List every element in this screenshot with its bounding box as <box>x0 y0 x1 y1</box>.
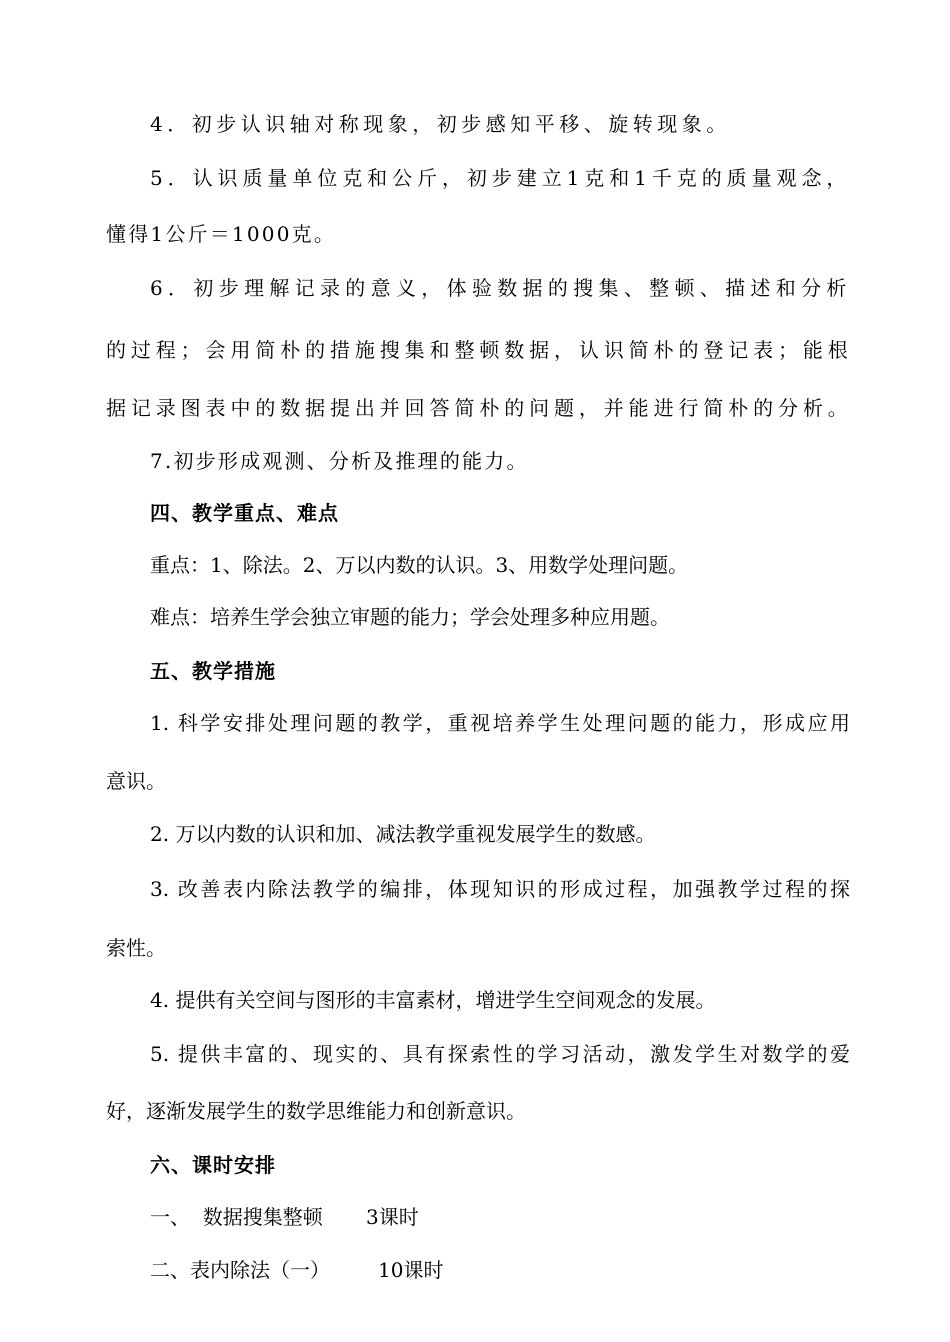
objective-item-6-line-1: 6．初步理解记录的意义，体验数据的搜集、整顿、描述和分析 <box>150 276 850 300</box>
objective-item-5-line-1: 5．认识质量单位克和公斤，初步建立1克和1千克的质量观念， <box>150 166 850 190</box>
section-5-heading: 五、教学措施 <box>150 659 276 683</box>
objective-item-7: 7.初步形成观测、分析及推理的能力。 <box>150 449 529 473</box>
measure-3-line-1: 3. 改善表内除法教学的编排，体现知识的形成过程，加强教学过程的探 <box>150 877 850 901</box>
teaching-focus: 重点：1、除法。2、万以内数的认识。3、用数学处理问题。 <box>150 553 689 577</box>
section-4-heading: 四、教学重点、难点 <box>150 501 339 525</box>
section-6-heading: 六、课时安排 <box>150 1153 276 1177</box>
objective-item-4: 4．初步认识轴对称现象，初步感知平移、旋转现象。 <box>150 112 731 136</box>
schedule-row-1-hours: 3课时 <box>366 1205 419 1229</box>
measure-2: 2. 万以内数的认识和加、减法教学重视发展学生的数感。 <box>150 822 656 846</box>
schedule-row-2-hours: 10课时 <box>378 1258 444 1282</box>
objective-item-6-line-2: 的过程；会用简朴的措施搜集和整顿数据，认识简朴的登记表；能根 <box>106 338 850 362</box>
measure-5-line-1: 5. 提供丰富的、现实的、具有探索性的学习活动，激发学生对数学的爱 <box>150 1042 850 1066</box>
schedule-row-2-label: 二、表内除法（一） <box>150 1258 330 1282</box>
measure-1-line-2: 意识。 <box>106 769 166 793</box>
teaching-difficulty: 难点：培养生学会独立审题的能力；学会处理多种应用题。 <box>150 605 670 629</box>
measure-4: 4. 提供有关空间与图形的丰富素材，增进学生空间观念的发展。 <box>150 988 716 1012</box>
measure-1-line-1: 1. 科学安排处理问题的教学，重视培养学生处理问题的能力，形成应用 <box>150 711 850 735</box>
measure-3-line-2: 索性。 <box>106 936 166 960</box>
schedule-row-1-label: 一、 数据搜集整顿 <box>150 1205 323 1229</box>
objective-item-5-line-2: 懂得1公斤＝1000克。 <box>106 222 337 246</box>
measure-5-line-2: 好，逐渐发展学生的数学思维能力和创新意识。 <box>106 1099 526 1123</box>
objective-item-6-line-3: 据记录图表中的数据提出并回答简朴的问题，并能进行简朴的分析。 <box>106 396 850 420</box>
